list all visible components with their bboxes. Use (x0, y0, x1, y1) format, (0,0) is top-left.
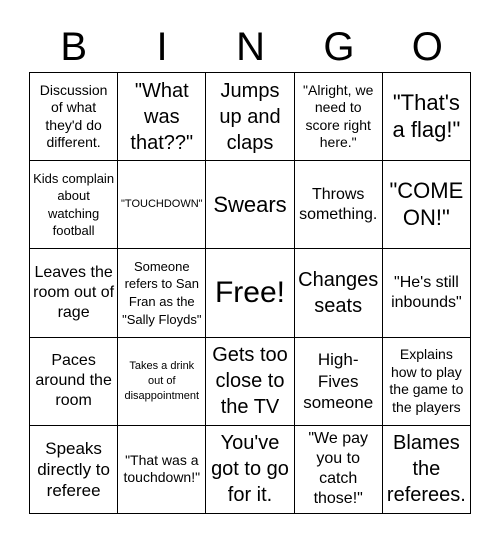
bingo-cell[interactable]: Changes seats (295, 249, 383, 337)
bingo-cell[interactable]: "We pay you to catch those!" (295, 426, 383, 514)
bingo-cell[interactable]: "Alright, we need to score right here." (295, 73, 383, 161)
bingo-cell[interactable]: Discussion of what they'd do different. (30, 73, 118, 161)
bingo-cell[interactable]: "That's a flag!" (383, 73, 471, 161)
bingo-cell[interactable]: Paces around the room (30, 338, 118, 426)
bingo-cell[interactable]: Leaves the room out of rage (30, 249, 118, 337)
bingo-cell[interactable]: "That was a touchdown!" (118, 426, 206, 514)
bingo-cell[interactable]: "TOUCHDOWN" (118, 161, 206, 249)
bingo-cell[interactable]: Jumps up and claps (206, 73, 294, 161)
bingo-cell[interactable]: High-Fives someone (295, 338, 383, 426)
bingo-cell[interactable]: Someone refers to San Fran as the "Sally Floyds" (118, 249, 206, 337)
bingo-cell[interactable]: Throws something. (295, 161, 383, 249)
bingo-cell[interactable]: Takes a drink out of disappointment (118, 338, 206, 426)
bingo-grid (29, 72, 471, 514)
bingo-cell[interactable]: "What was that??" (118, 73, 206, 161)
bingo-cell[interactable]: Blames the referees. (383, 426, 471, 514)
header-letter-b: B (60, 25, 89, 69)
bingo-cell[interactable]: "He's still inbounds" (383, 249, 471, 337)
bingo-cell[interactable]: "COME ON!" (383, 161, 471, 249)
bingo-cell[interactable]: Explains how to play the game to the players (383, 338, 471, 426)
bingo-cell[interactable]: You've got to go for it. (206, 426, 294, 514)
header-letter-i: I (156, 25, 169, 69)
bingo-cell[interactable]: Kids complain about watching football (30, 161, 118, 249)
bingo-cell[interactable]: Speaks directly to referee (30, 426, 118, 514)
header-letter-n: N (236, 25, 266, 69)
bingo-cell[interactable]: Gets too close to the TV (206, 338, 294, 426)
header-letter-g: G (323, 25, 356, 69)
free-space-cell[interactable]: Free! (206, 249, 294, 337)
bingo-cell[interactable]: Swears (206, 161, 294, 249)
header-letter-o: O (411, 25, 444, 69)
bingo-header (30, 22, 472, 72)
